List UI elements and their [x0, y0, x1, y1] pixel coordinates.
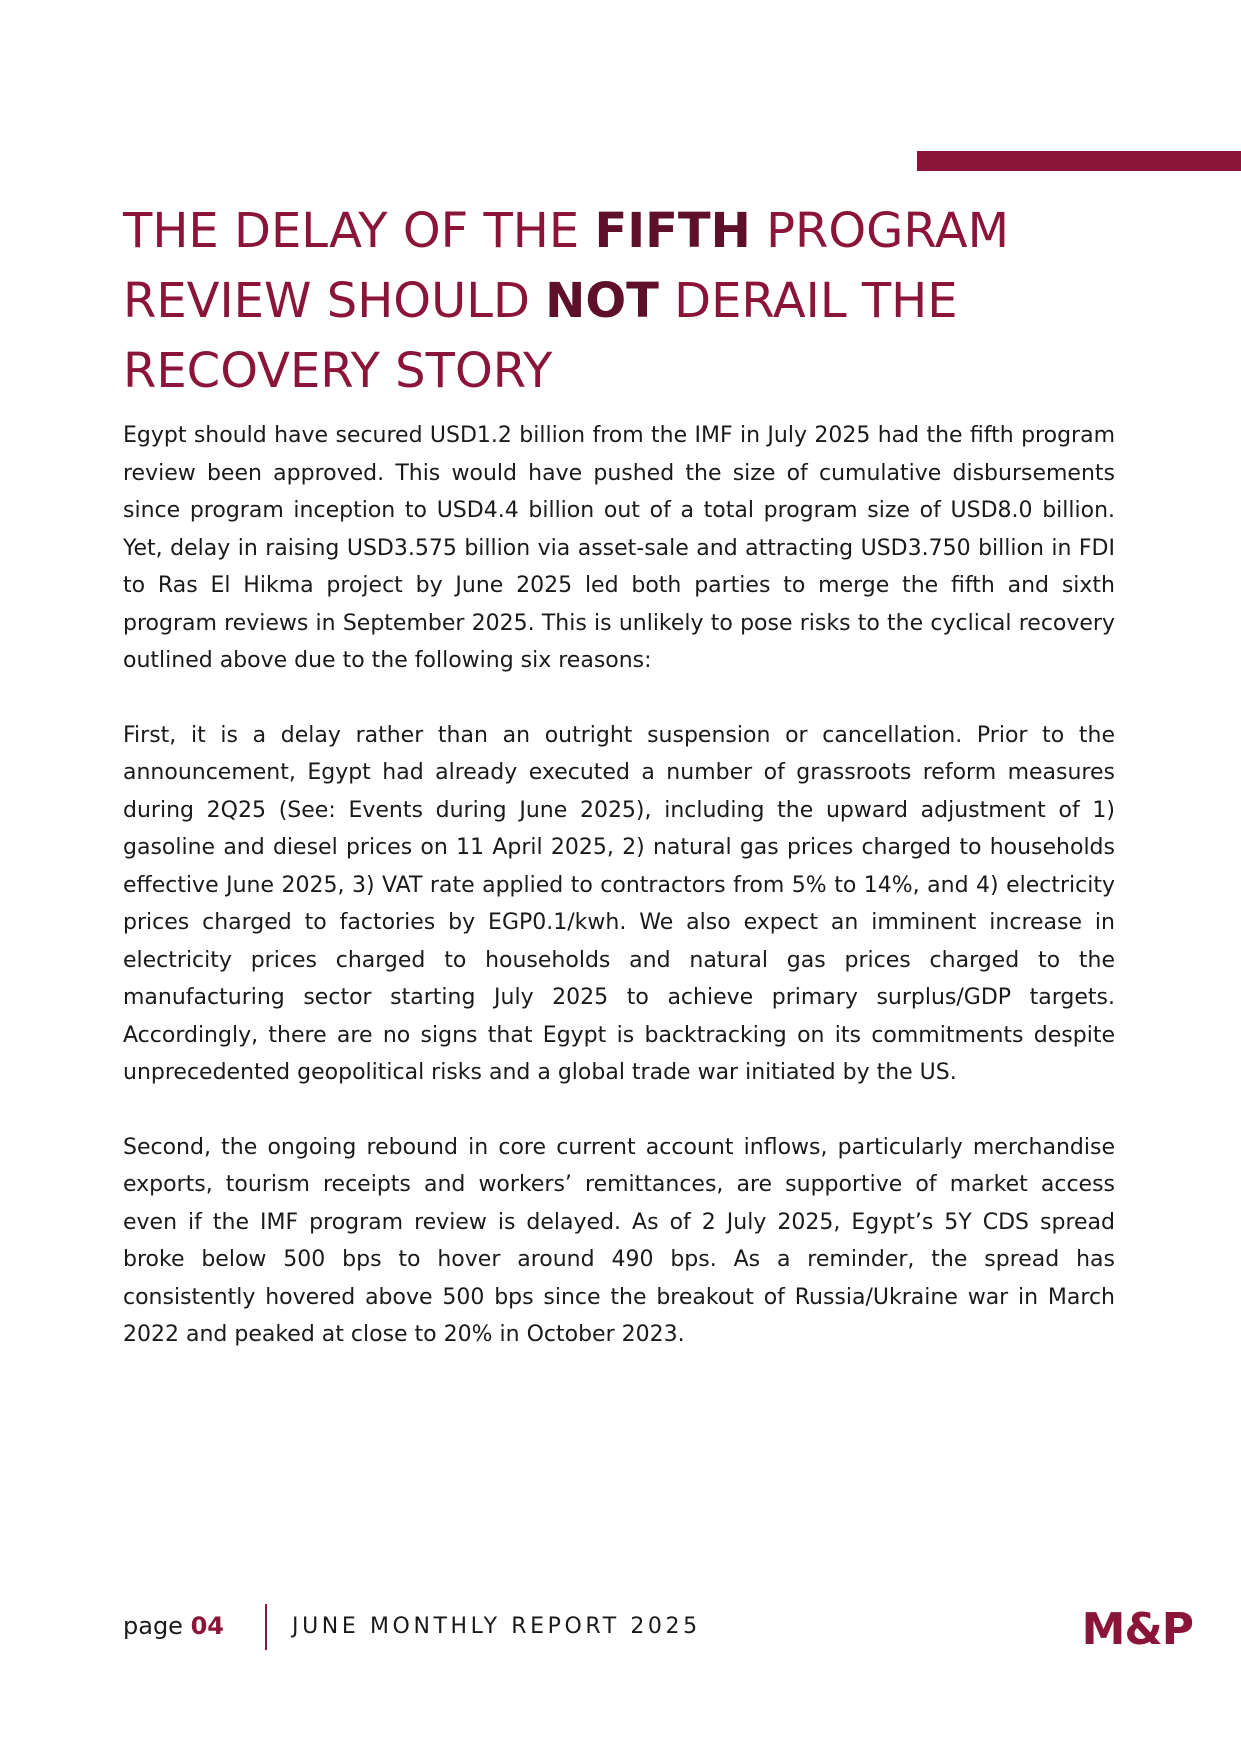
paragraph-second-reason: Second, the ongoing rebound in core current account inflows, particularly merchandise exports, tourism receipts and workers’ remittances, are supportive of market access even if the IMF program review is delayed. As of 2 July 2025, Egypt’s 5Y CDS spread broke below 500 bps to hover around 490 bps. As a reminder, the spread has consistently hovered above 500 bps since the breakout of Russia/Ukraine war in March 2022 and peaked at close to 20% in October 2023. [123, 1134, 1115, 1347]
page-number: 04 [190, 1612, 224, 1640]
title-line-3: RECOVERY STORY [123, 343, 553, 399]
paragraph-intro: Egypt should have secured USD1.2 billion from the IMF in July 2025 had the fifth program review been approved. This would have pushed the size of cumulative disbursements since program inception to USD4.4 billion out of a total program size of USD8.0 billion. Yet, delay in raising USD3.575 billion via asset-sale and attracting USD3.750 billion in FDI to Ras El Hikma project by June 2025 led both parties to merge the fifth and sixth program reviews in September 2025. This is unlikely to pose risks to the cyclical recovery outlined above due to the following six reasons: [123, 423, 1115, 673]
page-title [123, 196, 1123, 406]
title-line-1: THE DELAY OF THE FIFTH PROGRAM [123, 203, 1010, 259]
footer-divider [265, 1604, 267, 1650]
header-accent-bar [917, 151, 1241, 171]
report-name: JUNE MONTHLY REPORT 2025 [292, 1614, 701, 1639]
paragraph-first-reason: First, it is a delay rather than an outright suspension or cancellation. Prior to the announcement, Egypt had already executed a number of grassroots reform measures during 2Q25 (See: Events during June 2025), including the upward adjustment of 1) gasoline and diesel prices on 11 April 2025, 2) natural gas prices charged to households effective June 2025, 3) VAT rate applied to contractors from 5% to 14%, and 4) electricity prices charged to factories by EGP0.1/kwh. We also expect an imminent increase in electricity prices charged to households and natural gas prices charged to the manufacturing sector starting July 2025 to achieve primary surplus/GDP targets. Accordingly, there are no signs that Egypt is backtracking on its commitments despite unprecedented geopolitical risks and a global trade war initiated by the US. [123, 722, 1115, 1085]
title-emphasis-not: NOT [545, 273, 659, 329]
page-footer [123, 1604, 1193, 1655]
article-body [123, 417, 1115, 1391]
page-number-label: page 04 [123, 1612, 224, 1640]
title-emphasis-fifth: FIFTH [594, 203, 751, 259]
mp-logo: M&P [1081, 1604, 1193, 1655]
title-line-2: REVIEW SHOULD NOT DERAIL THE [123, 273, 958, 329]
